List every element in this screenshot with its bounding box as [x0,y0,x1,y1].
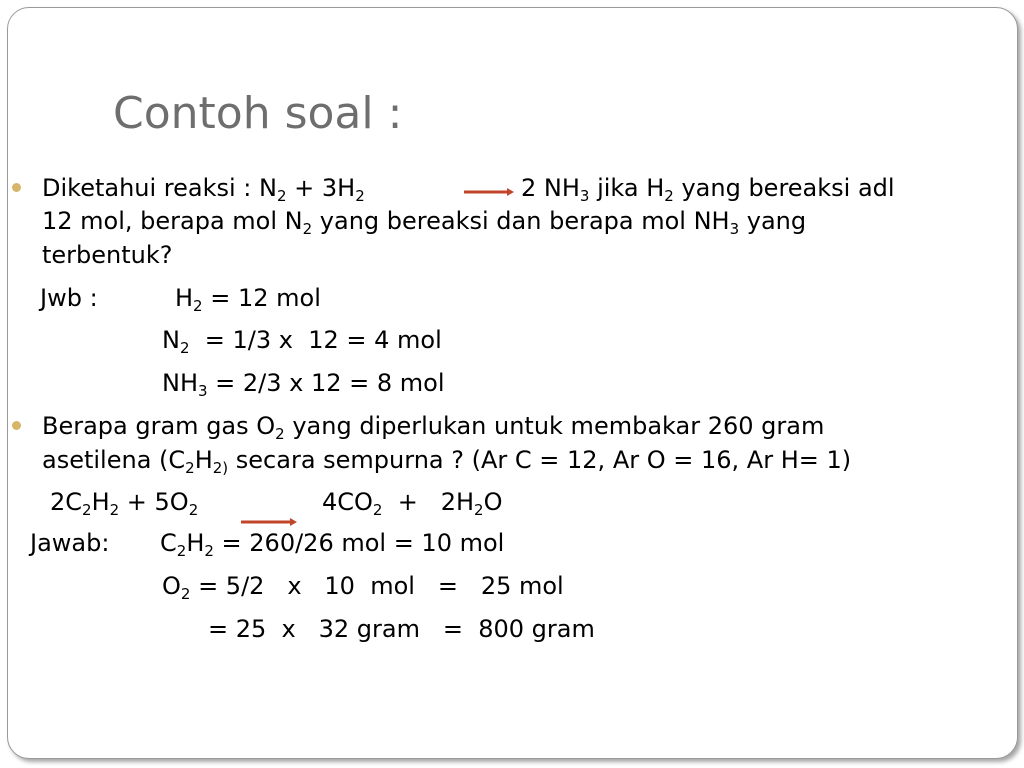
q1-line-2: 12 mol, berapa mol $N_2$ yang bereaksi dan berapa mol $NH_3$ yang [42,207,807,238]
q2-answer-moles: $C_2H_2 = 260/26$ mol = 10 mol [160,529,505,560]
q2-line-1: Berapa gram gas $O_2$ yang diperlukan untuk membakar 260 gram [42,412,825,443]
reaction-arrow-icon [463,187,515,197]
q1-answer-h2: $H_2 = 12$ mol [175,284,321,315]
q1-answer-label: Jwb : [40,284,98,312]
reaction-arrow-icon [240,517,298,527]
q2-answer-o2: $O_2 = 5/2$ x 10 mol = 25 mol [162,572,564,603]
q2-answer-grams: = 25 x 32 gram = 800 gram [208,615,595,643]
q2-line-2: asetilena ($C_2H_{2)}$ secara sempurna ? (Ar C = 12, Ar O = 16, Ar H= 1) [42,446,852,477]
q2-equation-left: $2C_2H_2 + 5O_2$ [50,488,199,519]
q1-answer-n2: $N_2 = 1/3$ x 12 = 4 mol [162,326,442,357]
bullet-icon [12,183,21,192]
q1-line-1-right: 2 $NH_3$ jika $H_2$ yang bereaksi adl [521,174,895,205]
q1-line-1: Diketahui reaksi : $N_2 + 3H_2$ [42,174,365,205]
bullet-icon [12,421,21,430]
q1-line-3: terbentuk? [42,241,173,269]
q2-answer-label: Jawab: [30,529,110,557]
q2-equation-right: $4CO_2 + 2H_2O$ [322,488,503,519]
slide-title: Contoh soal : [113,88,403,139]
q1-answer-nh3: $NH_3 = 2/3$ x 12 = 8 mol [162,369,445,400]
